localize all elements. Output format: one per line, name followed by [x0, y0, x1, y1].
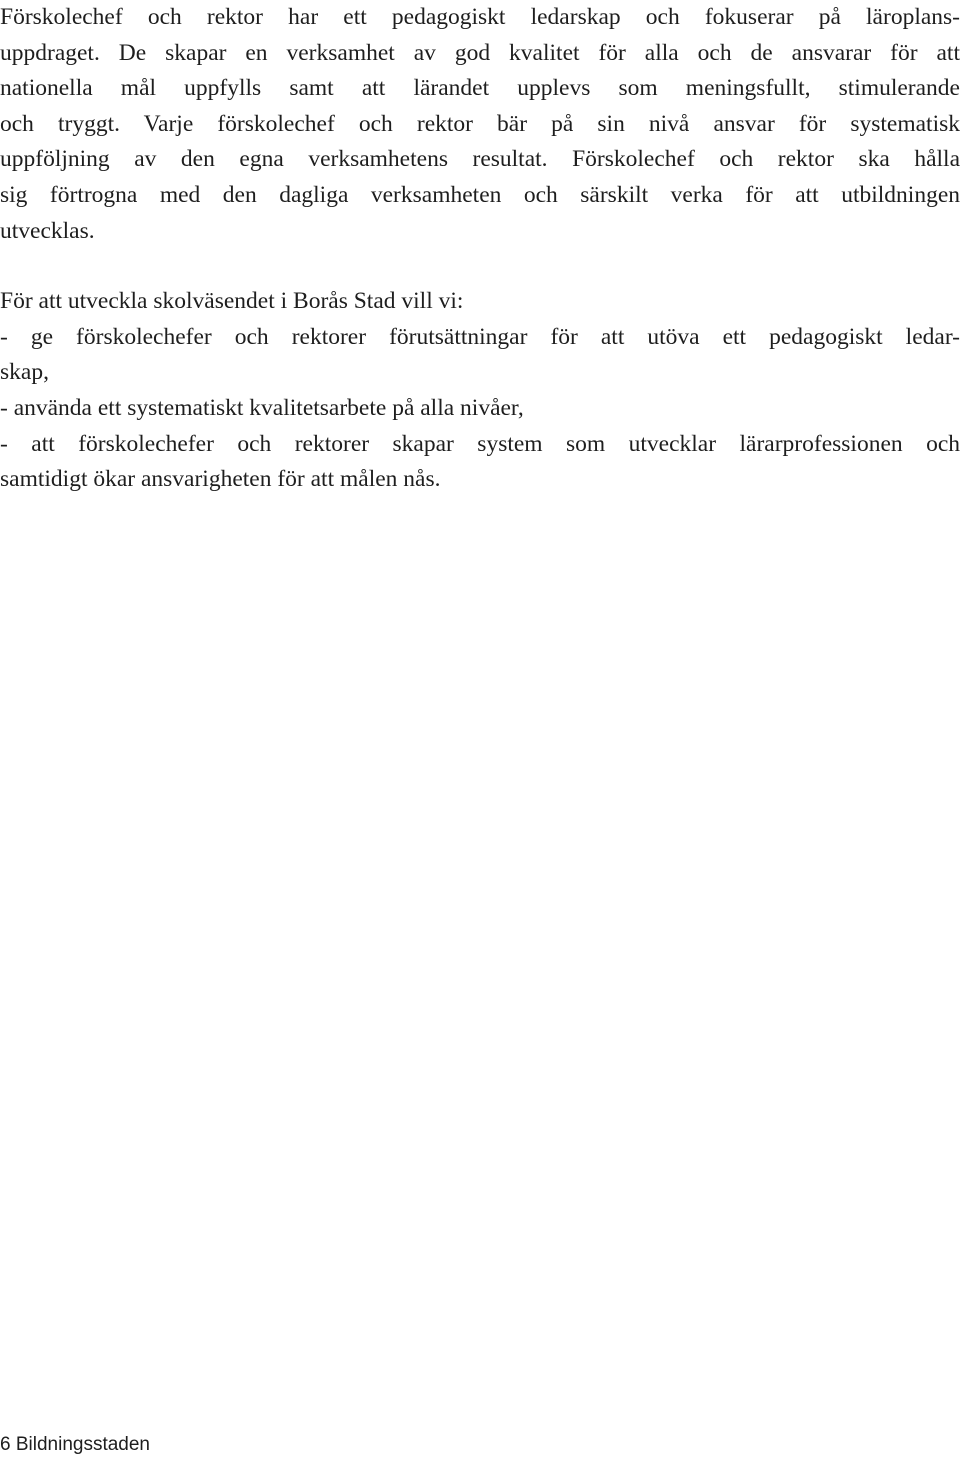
- text-line: - ge förskolechefer och rektorer förutsättningar för att utöva ett pedagogiskt ledar-: [0, 323, 960, 350]
- goal-item: [0, 320, 960, 391]
- text-line: och tryggt. Varje förskolechef och rektor bär på sin nivå ansvar för systematisk: [0, 110, 960, 137]
- document-body: [0, 0, 960, 498]
- text-line: skap,: [0, 359, 49, 386]
- paragraph-goals: [0, 284, 960, 498]
- page-number-label: 6 Bildningsstaden: [0, 1434, 150, 1455]
- paragraph-spacer: [0, 249, 960, 284]
- goal-item: [0, 427, 960, 498]
- text-line: nationella mål uppfylls samt att lärandet upplevs som meningsfullt, stimulerande: [0, 75, 960, 102]
- goals-intro: [0, 284, 960, 320]
- text-line: Förskolechef och rektor har ett pedagogiskt ledarskap och fokuserar på läroplans-: [0, 4, 960, 30]
- text-line: utvecklas.: [0, 217, 95, 244]
- paragraph-leadership: [0, 0, 960, 249]
- goal-item: [0, 391, 960, 427]
- text-line: uppdraget. De skapar en verksamhet av god kvalitet för alla och de ansvarar för att: [0, 39, 960, 66]
- text-line: samtidigt ökar ansvarigheten för att målen nås.: [0, 466, 441, 493]
- text-line: - använda ett systematiskt kvalitetsarbete på alla nivåer,: [0, 394, 524, 421]
- page-footer: [0, 1433, 150, 1457]
- text-line: - att förskolechefer och rektorer skapar system som utvecklar lärarprofessionen och: [0, 430, 960, 457]
- text-line: sig förtrogna med den dagliga verksamheten och särskilt verka för att utbildningen: [0, 181, 960, 208]
- text-line: För att utveckla skolväsendet i Borås Stad vill vi:: [0, 288, 464, 315]
- text-line: uppföljning av den egna verksamhetens resultat. Förskolechef och rektor ska hålla: [0, 146, 960, 173]
